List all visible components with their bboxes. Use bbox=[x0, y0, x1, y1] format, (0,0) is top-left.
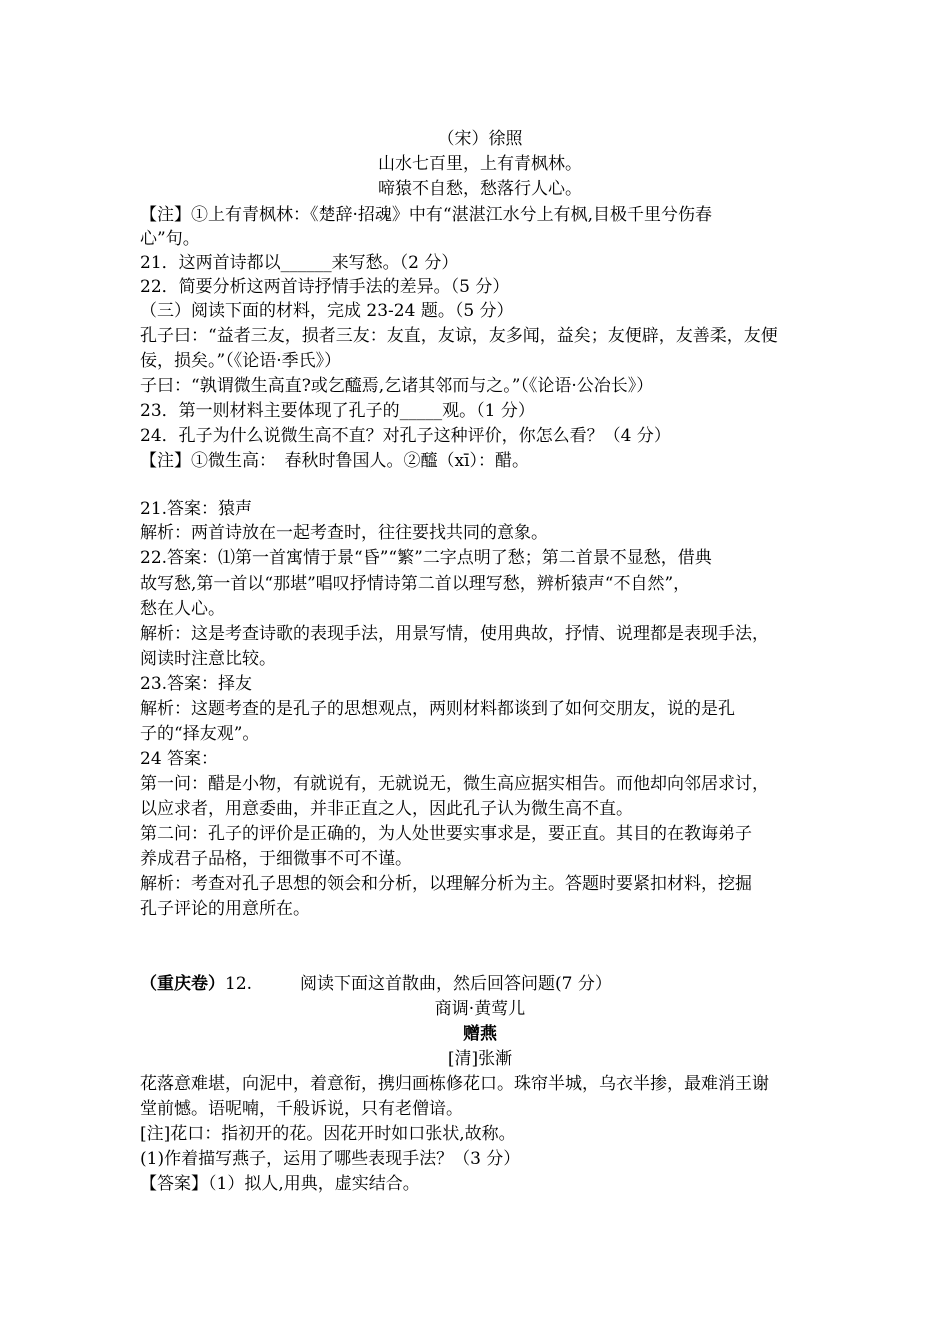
question-header bbox=[140, 972, 820, 996]
poem-author: （宋）徐照 bbox=[437, 129, 523, 149]
note-line: 【注】①上有青枫林：《楚辞·招魂》中有“湛湛江水兮上有枫,目极千里兮伤春 bbox=[140, 205, 712, 225]
note-line: 心”句。 bbox=[140, 229, 200, 249]
question-24: 24．孔子为什么说微生高不直？对孔子这种评价，你怎么看？（4 分） bbox=[140, 426, 671, 446]
qupai-name: 商调·黄莺儿 bbox=[434, 999, 526, 1019]
poem-title: 赠燕 bbox=[463, 1024, 497, 1044]
poem-text-line: 花落意难堪，向泥中，着意衔，携归画栋修花口。珠帘半城，乌衣半掺，最难消王谢 bbox=[140, 1074, 769, 1094]
answer-line: 第二问：孔子的评价是正确的，为人处世要实事求是，要正直。其目的在教诲弟子 bbox=[140, 824, 752, 844]
poem-line: 山水七百里，上有青枫林。 bbox=[378, 154, 582, 174]
analysis-line: 解析：考查对孔子思想的领会和分析，以理解分析为主。答题时要紧扣材料，挖掘 bbox=[140, 874, 752, 894]
note-line: [注]花口：指初开的花。因花开时如口张状,故称。 bbox=[140, 1124, 516, 1144]
analysis-line: 解析：这题考查的是孔子的思想观点，两则材料都谈到了如何交朋友，说的是孔 bbox=[140, 699, 735, 719]
material-line: 佞，损矣。”（《论语·季氏》） bbox=[140, 351, 342, 371]
question-23: 23．第一则材料主要体现了孔子的_____观。（1 分） bbox=[140, 401, 535, 421]
answer-line: 故写愁,第一首以“那堪”唱叹抒情诗第二首以理写愁，辨析猿声“不自然”， bbox=[140, 574, 691, 594]
answer-21: 21.答案：猿声 bbox=[140, 499, 253, 519]
question-22: 22．简要分析这两首诗抒情手法的差异。（5 分） bbox=[140, 277, 510, 297]
answer-24: 24 答案： bbox=[140, 749, 219, 769]
answer-text: （1）拟人,用典，虚实结合。 bbox=[208, 1174, 420, 1194]
poem-text-line: 堂前憾。语呢喃，千般诉说，只有老僧谙。 bbox=[140, 1099, 463, 1119]
material-line: 孔子曰：“益者三友，损者三友：友直，友谅，友多闻，益矣；友便辟，友善柔，友便 bbox=[140, 326, 778, 346]
part-heading: （三）阅读下面的材料，完成 23-24 题。（5 分） bbox=[140, 301, 514, 321]
question-instruction: 阅读下面这首散曲，然后回答问题(7 分） bbox=[300, 974, 612, 994]
question-1: (1)作着描写燕子，运用了哪些表现手法？（3 分） bbox=[140, 1149, 521, 1169]
answer-line bbox=[140, 1172, 820, 1196]
analysis-line: 孔子评论的用意所在。 bbox=[140, 899, 310, 919]
poem-author: [清]张漸 bbox=[447, 1049, 513, 1069]
analysis-line: 解析：这是考查诗歌的表现手法，用景写情，使用典故，抒情、说理都是表现手法， bbox=[140, 624, 769, 644]
answer-23: 23.答案：择友 bbox=[140, 674, 253, 694]
answer-line: 以应求者，用意委曲，并非正直之人，因此孔子认为微生高不直。 bbox=[140, 799, 633, 819]
answer-label: 【答案】 bbox=[140, 1174, 208, 1194]
question-21: 21．这两首诗都以______来写愁。（2 分） bbox=[140, 253, 459, 273]
answer-line: 第一问：醋是小物，有就说有，无就说无，微生高应据实相告。而他却向邻居求讨， bbox=[140, 774, 769, 794]
analysis-line: 解析：两首诗放在一起考查时，往往要找共同的意象。 bbox=[140, 523, 548, 543]
question-number: 12. bbox=[225, 974, 253, 994]
answer-22: 22.答案：⑴第一首寓情于景“昏”“繁”二字点明了愁；第二首景不显愁，借典 bbox=[140, 548, 712, 568]
note-line: 【注】①微生高： 春秋时鲁国人。②醯（xī）：醋。 bbox=[140, 451, 530, 471]
material-line: 子曰：“孰谓微生高直?或乞醯焉,乞诸其邻而与之。”（《论语·公冶长》） bbox=[140, 376, 654, 396]
answer-line: 养成君子品格，于细微事不可不谨。 bbox=[140, 849, 412, 869]
answer-line: 愁在人心。 bbox=[140, 599, 225, 619]
poem-line: 啼猿不自愁，愁落行人心。 bbox=[378, 179, 582, 199]
exam-label: （重庆卷） bbox=[140, 974, 225, 994]
analysis-line: 子的“择友观”。 bbox=[140, 724, 260, 744]
analysis-line: 阅读时注意比较。 bbox=[140, 649, 276, 669]
